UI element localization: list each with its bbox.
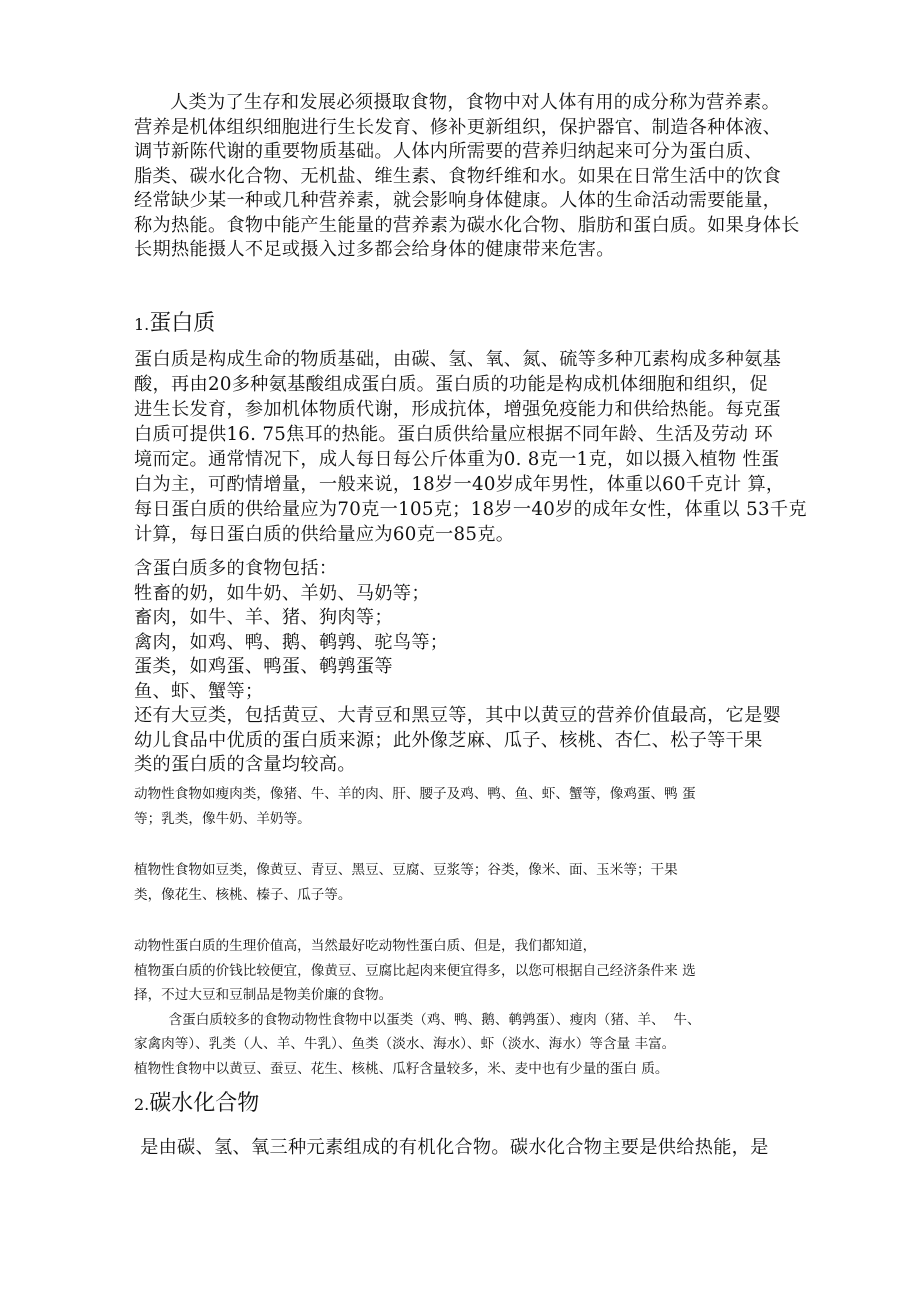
text-line: 等；乳类，像牛奶、羊奶等。 — [134, 811, 311, 827]
text-line: 植物蛋白质的价钱比较便宜，像黄豆、豆腐比起肉来便宜得多，以您可根据自己经济条件来 选 — [134, 962, 696, 979]
text-line: 家禽肉等）、乳类（人、羊、牛乳）、鱼类（淡水、海水）、虾（淡水、海水）等含量 丰富。 — [134, 1036, 676, 1052]
protein-value-paragraph — [134, 934, 794, 1081]
text-line: 动物性蛋白质的生理价值高，当然最好吃动物性蛋白质、但是，我们都知道， — [134, 938, 597, 954]
intro-paragraph — [134, 91, 800, 263]
text-line: 酸，再由20多种氨基酸组成蛋白质。蛋白质的功能是构成机体细胞和组织，促 — [134, 374, 768, 395]
list-item: 含蛋白质多的食物包括： — [134, 558, 338, 579]
text-line: 人类为了生存和发展必须摄取食物，食物中对人体有用的成分称为营养素。 — [170, 92, 781, 113]
text-line: 每日蛋白质的供给量应为70克一105克；18岁一40岁的成年女性，体重以 53千克 — [134, 499, 807, 520]
text-line: 长期热能摄人不足或摄入过多都会给身体的健康带来危害。 — [134, 239, 615, 260]
text-line: 植物性食物如豆类，像黄豆、青豆、黑豆、豆腐、豆浆等；谷类，像米、面、玉米等；干果 — [134, 862, 678, 878]
protein-food-list — [134, 557, 794, 778]
section-title: 碳水化合物 — [149, 1091, 260, 1116]
text-line: 称为热能。食物中能产生能量的营养素为碳水化合物、脂肪和蛋白质。如果身体长 — [134, 214, 800, 236]
text-line: 类，像花生、核桃、榛子、瓜子等。 — [134, 887, 352, 903]
text-line: 进生长发育，参加机体物质代谢，形成抗体，增强免疫能力和供给热能。每克蛋 — [134, 399, 782, 420]
text-line: 脂类、碳水化合物、无机盐、维生素、食物纤维和水。如果在日常生活中的饮食 — [134, 165, 782, 187]
text-line: 动物性食物如瘦肉类，像猪、牛、羊的肉、肝、腰子及鸡、鸭、鱼、虾、蟹等，像鸡蛋、鸭 蛋 — [134, 786, 696, 802]
animal-food-paragraph — [134, 782, 794, 832]
section-number: 1. — [134, 315, 150, 334]
list-item: 牲畜的奶，如牛奶、羊奶、马奶等； — [134, 582, 430, 604]
list-item: 幼儿食品中优质的蛋白质来源；此外像芝麻、瓜子、核桃、杏仁、松子等干果 — [134, 729, 763, 751]
text-line: 营养是机体组织细胞进行生长发育、修补更新组织，保护器官、制造各种体液、 — [134, 116, 782, 138]
section-title: 蛋白质 — [149, 311, 216, 336]
text-line: 择，不过大豆和豆制品是物美价廉的食物。 — [134, 987, 393, 1003]
list-item: 畜肉，如牛、羊、猪、狗肉等； — [134, 607, 393, 628]
text-line: 是由碳、氢、氧三种元素组成的有机化合物。碳水化合物主要是供给热能，是 — [134, 1137, 769, 1158]
text-line: 白质可提供16. 75焦耳的热能。蛋白质供给量应根据不同年龄、生活及劳动 环 — [134, 424, 773, 445]
section-heading-carbohydrate — [134, 1089, 259, 1120]
text-line: 蛋白质是构成生命的物质基础，由碳、氢、氧、氮、硫等多种兀素构成多种氨基 — [134, 349, 782, 370]
carbohydrate-paragraph — [134, 1136, 794, 1161]
list-item: 类的蛋白质的含量均较高。 — [134, 754, 356, 775]
list-item: 禽肉，如鸡、鸭、鹅、鹌鹑、驼鸟等； — [134, 631, 449, 653]
section-number: 2. — [134, 1095, 150, 1114]
text-line: 调节新陈代谢的重要物质基础。人体内所需要的营养归纳起来可分为蛋白质、 — [134, 141, 763, 162]
text-line: 经常缺少某一种或几种营养素，就会影响身体健康。人体的生命活动需要能量， — [134, 190, 782, 211]
list-item: 鱼、虾、蟹等； — [134, 680, 264, 702]
text-line: 植物性食物中以黄豆、蚕豆、花生、核桃、瓜籽含量较多，米、麦中也有少量的蛋白 质。 — [134, 1060, 669, 1077]
text-line: 境而定。通常情况下，成人每日每公斤体重为0. 8克一1克，如以摄入植物 性蛋 — [134, 449, 780, 470]
protein-paragraph — [134, 347, 807, 547]
text-line: 计算，每日蛋白质的供给量应为60克一85克。 — [134, 524, 515, 545]
text-line: 含蛋白质较多的食物动物性食物中以蛋类（鸡、鸭、鹅、鹌鹑蛋）、瘦肉（猪、羊、 牛、 — [134, 1011, 701, 1028]
plant-food-paragraph — [134, 858, 794, 908]
list-item: 还有大豆类，包括黄豆、大青豆和黑豆等，其中以黄豆的营养价值最高，它是婴 — [134, 705, 782, 726]
text-line: 白为主，可酌情增量，一般来说，18岁一40岁成年男性，体重以60千克计 算， — [134, 474, 785, 495]
list-item: 蛋类，如鸡蛋、鸭蛋、鹌鹑蛋等 — [134, 656, 393, 677]
section-heading-protein — [134, 309, 215, 340]
